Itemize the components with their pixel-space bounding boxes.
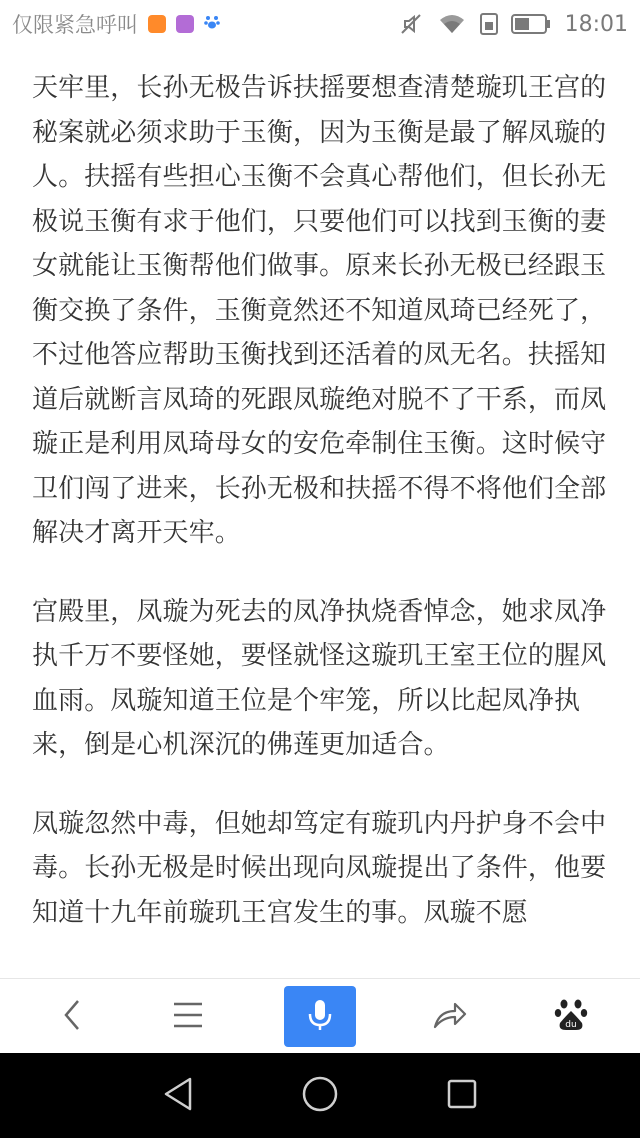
microphone-icon [307,998,333,1036]
menu-icon [172,1001,204,1033]
wifi-icon [437,12,467,36]
baidu-paw-icon [204,14,220,34]
article-body [32,66,622,978]
gallery-icon [176,15,194,33]
back-icon [60,997,84,1037]
status-bar [0,0,640,48]
paragraph: 凤璇忽然中毒，但她却笃定有璇玑内丹护身不会中毒。长孙无极是时候出现向凤璇提出了条件，他要知道十九年前璇玑王宫发生的事。凤璇不愿 [32,808,607,928]
system-navigation-bar [0,1053,640,1138]
voice-search-button[interactable] [284,986,356,1047]
nav-home-button[interactable] [280,1053,360,1138]
bottom-toolbar [0,978,640,1054]
clock: 18:01 [564,11,628,37]
menu-button[interactable] [148,979,228,1054]
paragraph: 天牢里，长孙无极告诉扶摇要想查清楚璇玑王宫的秘案就必须求助于玉衡，因为玉衡是最了解凤璇的人。扶摇有些担心玉衡不会真心帮他们，但长孙无极说玉衡有求于他们，只要他们可以找到玉衡的妻女就能让玉衡帮他们做事。原来长孙无极已经跟玉衡交换了条件，玉衡竟然还不知道凤琦已经死了，不过他答应帮助玉衡找到还活着的凤无名。扶摇知道后就断言凤琦的死跟凤璇绝对脱不了干系，而凤璇正是利用凤琦母女的安危牵制住玉衡。这时候守卫们闯了进来，长孙无极和扶摇不得不将他们全部解决才离开天牢。 [32,73,607,548]
baidu-button[interactable] [531,979,611,1054]
share-icon [433,1000,467,1034]
back-button[interactable] [32,979,112,1054]
mute-icon [399,12,423,36]
share-button[interactable] [410,979,490,1054]
status-left [12,0,220,48]
nav-back-button[interactable] [138,1053,218,1138]
status-right [399,0,628,48]
nav-home-icon [301,1075,339,1117]
carrier-label: 仅限紧急呼叫 [12,13,138,37]
nav-recents-icon [446,1078,478,1114]
battery-icon [511,13,551,35]
music-icon [148,15,166,33]
paragraph: 宫殿里，凤璇为死去的凤净执烧香悼念，她求凤净执千万不要怪她，要怪就怪这璇玑王室王位的腥风血雨。凤璇知道王位是个牢笼，所以比起凤净执来，倒是心机深沉的佛莲更加适合。 [32,596,607,760]
baidu-paw-icon [554,998,588,1036]
nav-recents-button[interactable] [422,1053,502,1138]
nav-back-icon [162,1076,194,1116]
svg-text:du: du [565,1019,577,1030]
sim-icon [479,12,499,36]
